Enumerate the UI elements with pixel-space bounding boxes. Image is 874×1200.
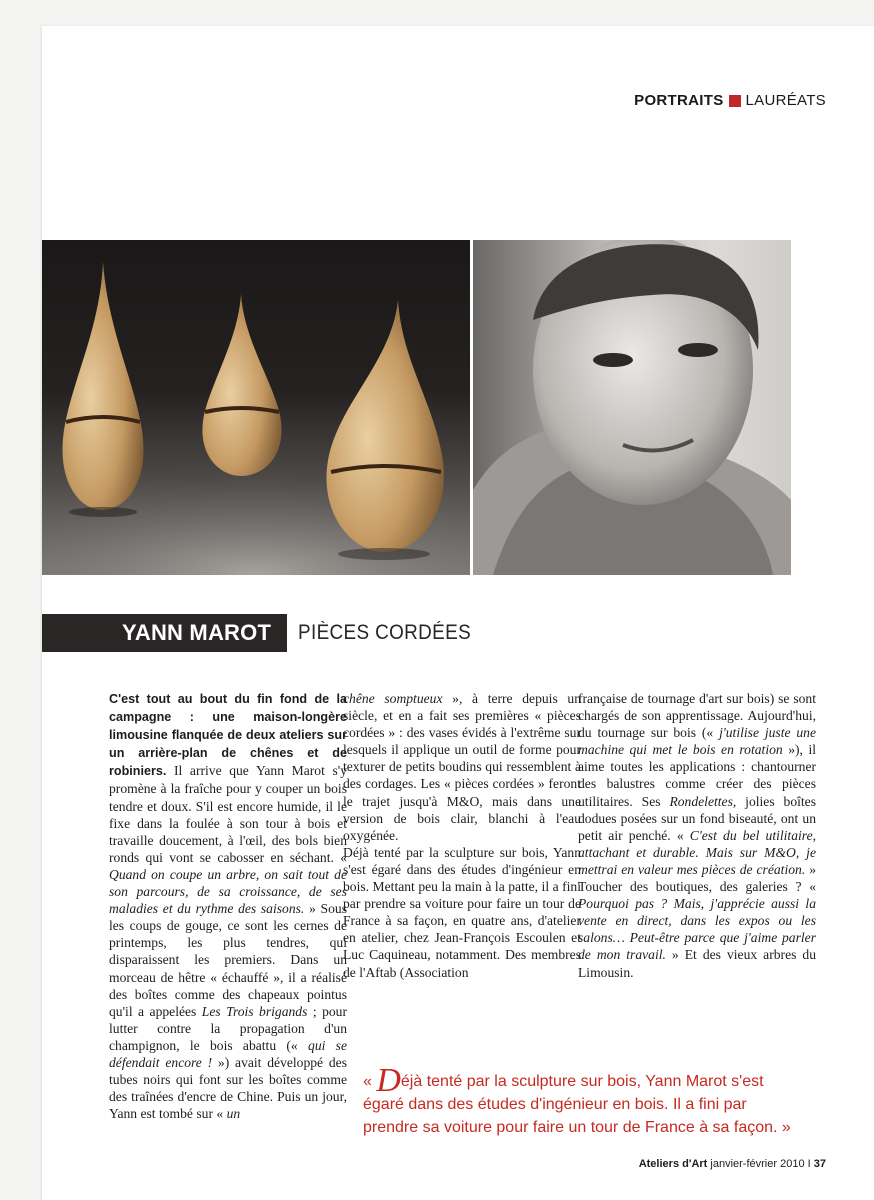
pull-quote: « Déjà tenté par la sculpture sur bois, Yann Marot s'est égaré dans des études d'ingénieur en bois. Il a fini par prendre sa voiture pour faire un tour de France à sa façon. » (363, 1062, 791, 1136)
text-column-1 (109, 690, 347, 1122)
red-square-icon (729, 95, 741, 107)
paragraph: C'est tout au bout du fin fond de la campagne : une maison-longère limousine flanquée de deux ateliers sur un arrière-plan de chênes et de robiniers. Il arrive que Yann Marot s'y promène à la fraîche pour y couper un bois tendre et doux. S'il est encore humide, il le fixe dans la foulée à son tour à bois et travaille doucement, à l'œil, des bols bien ronds qui vont se cabosser en séchant. « Quand on coupe un arbre, on sait tout de son parcours, de sa croissance, de ses maladies et du rythme des saisons. » Sous les coups de gouge, ce sont les cernes de printemps, les plus tendres, qui disparaissent les premiers. Dans un morceau de hêtre « échauffé », il a réalisé des boîtes comme des chapeaux pointus qu'il a appelées Les Trois brigands ; pour lutter contre la propagation d'un champignon, le bois abattu (« qui se défendait encore ! ») avait développé des tubes noirs qui font sur les boîtes comme des traînées d'encre de Chine. Puis un jour, Yann est tombé sur « un (109, 692, 347, 1122)
portrait-photo (473, 240, 791, 575)
paragraph: chêne somptueux », à terre depuis un siècle, et en a fait ses premières « pièces cordées » : des vases évidés à l'extrême sur lesquels il applique un outil de forme pour texturer de petits boudins qui ressemblent à des cordages. Les « pièces cordées » feront le trajet jusqu'à M&O, mais dans une version de bois clair, blanchi à l'eau oxygénée. (343, 691, 581, 843)
subsection-label: LAURÉATS (745, 92, 826, 109)
man-portrait-illustration (473, 240, 791, 575)
turned-wood-drops-illustration (42, 240, 470, 575)
article-headline (42, 614, 490, 652)
text-column-2 (343, 690, 581, 981)
drop-cap: D (376, 1062, 401, 1099)
magazine-page (42, 26, 874, 1200)
lead-text: C'est tout au bout du fin fond de la campagne : une maison-longère limousine flanquée de deux ateliers sur un arrière-plan de chênes et de robiniers. (109, 692, 347, 779)
section-label: PORTRAITS (634, 92, 724, 109)
paragraph: Déjà tenté par la sculpture sur bois, Yann s'est égaré dans des études d'ingénieur en bois. Mettant peu la main à la patte, il a fini par prendre sa voiture pour faire un tour de France à sa façon, en quatre ans, d'atelier en atelier, chez Jean-François Escoulen et Luc Caquineau, notamment. Des membres de l'Aftab (Association (343, 844, 581, 980)
wooden-vessels-photo (42, 240, 470, 575)
footer-separator: I (807, 1158, 811, 1170)
paragraph: française de tournage d'art sur bois) se sont chargés de son apprentissage. Aujourd'hui, du tournage sur bois (« j'utilise juste une machine qui met le bois en rotation »), il aime toutes les applications : chantourner des balustres comme créer des pièces utilitaires. Ses Rondelettes, jolies boîtes dodues posées sur un fond biseauté, ont un petit air penché. « C'est du bel utilitaire, attachant et durable. Mais sur M&O, je mettrai en valeur mes pièces de création. » Toucher des boutiques, des galeries ? « Pourquoi pas ? Mais, j'apprécie aussi la vente en direct, dans les expos ou les salons… Peut-être parce que j'aime parler de mon travail. » Et des vieux arbres du Limousin. (578, 691, 816, 980)
magazine-name: Ateliers d'Art (638, 1158, 708, 1170)
issue-date: janvier-février 2010 (710, 1158, 805, 1170)
text-column-3 (578, 690, 816, 981)
page-number: 37 (813, 1158, 826, 1170)
artist-name: YANN MAROT (42, 614, 287, 652)
page-footer (639, 1158, 826, 1170)
section-header (634, 92, 826, 109)
article-title: PIÈCES CORDÉES (298, 621, 472, 644)
